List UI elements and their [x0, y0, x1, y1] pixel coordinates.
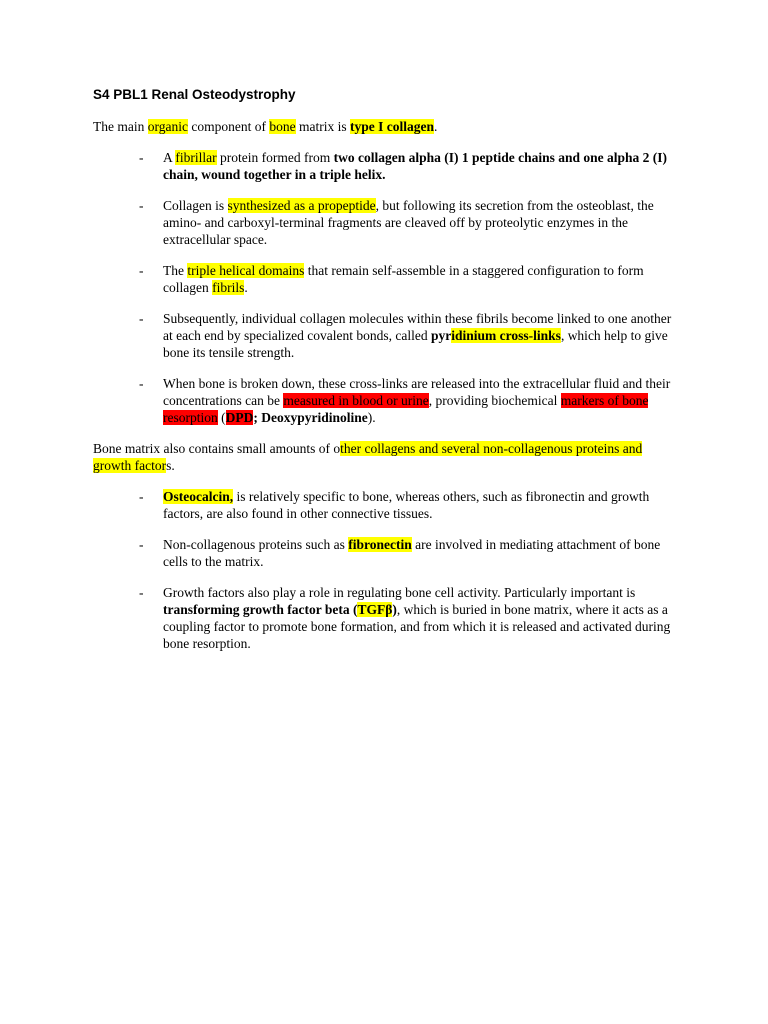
list-item-fibronectin — [163, 536, 683, 570]
highlight-osteocalcin: Osteocalcin, — [163, 489, 234, 504]
list-item-markers — [163, 375, 683, 426]
text-run: When bone is broken down, these cross-links are released into the extracellular fluid and their concentrations can be — [163, 376, 671, 408]
text-run: . — [244, 280, 248, 295]
collagen-bullet-list — [93, 149, 683, 426]
bold-run: ) — [392, 602, 397, 617]
text-run: are involved in mediating attachment of bone cells to the matrix. — [163, 537, 661, 569]
highlight-fibronectin: fibronectin — [348, 537, 412, 552]
text-run: Subsequently, individual collagen molecules within these fibrils become linked to one another at each end by specialized covalent bonds, called — [163, 311, 672, 343]
highlight-triple-helical-domains: triple helical domains — [187, 263, 305, 278]
red-highlight-markers: markers of bone resorption — [163, 393, 649, 425]
highlight-propeptide: synthesized as a propeptide — [227, 198, 376, 213]
non-collagenous-bullet-list — [93, 488, 683, 652]
list-item-propeptide — [163, 197, 683, 248]
list-item-growth-factors — [163, 584, 683, 652]
text-run: ( — [217, 410, 226, 425]
highlight-other-collagens: ther collagens and several non-collagenous proteins and growth factor — [93, 441, 643, 473]
list-item-cross-links — [163, 310, 683, 361]
text-run: . — [433, 119, 438, 134]
text-run: , which is buried in bone matrix, where it acts as a coupling factor to promote bone formation, and from which it is released and activated during bone resorption. — [163, 602, 671, 651]
highlight-bone: bone — [269, 119, 296, 134]
document-title: S4 PBL1 Renal Osteodystrophy — [93, 87, 296, 102]
text-run: ). — [367, 410, 376, 425]
highlight-type-i-collagen: type I collagen — [349, 119, 434, 134]
list-item-fibrillar — [163, 149, 683, 183]
highlight-tgf-beta: TGFβ — [357, 602, 393, 617]
text-run: Collagen is — [163, 198, 228, 213]
text-run: The main — [93, 119, 148, 134]
text-run: Growth factors also play a role in regulating bone cell activity. Particularly important is — [163, 585, 636, 600]
paragraph-bone-matrix — [93, 440, 683, 474]
text-run: that remain self-assemble in a staggered configuration to form collagen — [163, 263, 644, 295]
text-run: , but following its secretion from the osteoblast, the amino- and carboxyl-terminal fragments are cleaved off by proteolytic enzymes in the extracellular space. — [163, 198, 654, 247]
text-run: component of — [187, 119, 270, 134]
bold-run: two collagen alpha (I) 1 peptide chains and one alpha 2 (I) chain, wound together in a triple helix. — [163, 150, 668, 182]
red-highlight-measured: measured in blood or urine — [283, 393, 429, 408]
text-run: , providing biochemical — [428, 393, 561, 408]
highlight-pyridinium-cross-links: idinium cross-links — [451, 328, 561, 343]
text-run: protein formed from — [216, 150, 334, 165]
red-highlight-dpd: DPD — [225, 410, 254, 425]
document-page — [93, 86, 683, 666]
text-run: , which help to give bone its tensile strength. — [163, 328, 668, 360]
list-item-triple-helical — [163, 262, 683, 296]
paragraph-collagen-intro — [93, 118, 683, 135]
text-run: Non-collagenous proteins such as — [163, 537, 349, 552]
text-run: The — [163, 263, 188, 278]
bold-run: ; Deoxypyridinoline — [253, 410, 368, 425]
bold-run: pyr — [431, 328, 452, 343]
highlight-organic: organic — [147, 119, 188, 134]
text-run: matrix is — [295, 119, 350, 134]
bold-run: transforming growth factor beta ( — [163, 602, 358, 617]
highlight-fibrillar: fibrillar — [175, 150, 217, 165]
text-run: A — [163, 150, 176, 165]
text-run: is relatively specific to bone, whereas others, such as fibronectin and growth factors, are also found in other connective tissues. — [163, 489, 650, 521]
text-run: Bone matrix also contains small amounts of o — [93, 441, 341, 456]
list-item-osteocalcin — [163, 488, 683, 522]
highlight-fibrils: fibrils — [212, 280, 245, 295]
text-run: s. — [166, 458, 175, 473]
